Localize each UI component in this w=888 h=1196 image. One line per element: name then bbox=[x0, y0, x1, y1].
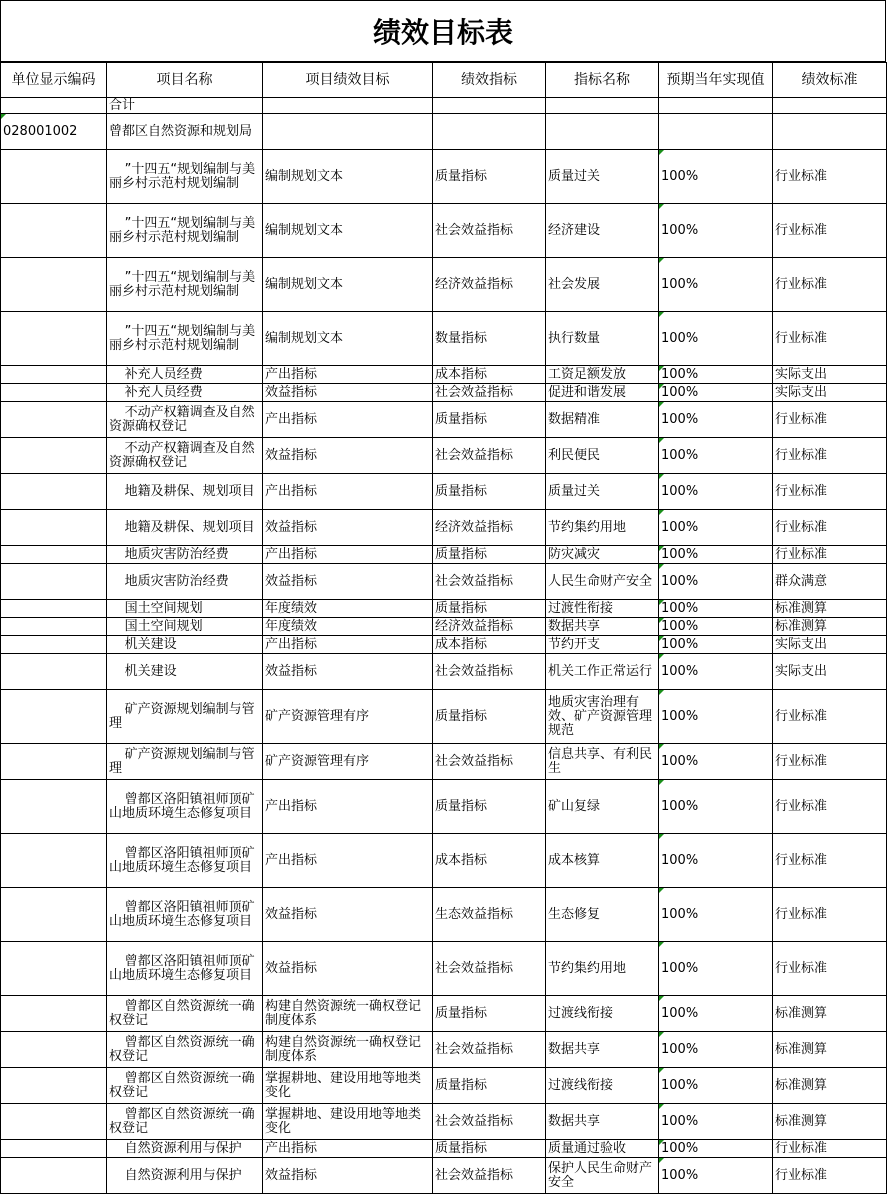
cell-project-goal: 掌握耕地、建设用地等地类变化 bbox=[263, 1104, 433, 1140]
cell-indicator-name: 生态修复 bbox=[546, 888, 659, 942]
table-row bbox=[1, 114, 887, 150]
cell-standard: 行业标准 bbox=[773, 690, 887, 744]
table-row bbox=[1, 564, 887, 600]
cell-indicator: 成本指标 bbox=[433, 834, 546, 888]
table-row bbox=[1, 546, 887, 564]
cell-project-name: 不动产权籍调查及自然资源确权登记 bbox=[107, 402, 263, 438]
cell-project-goal: 掌握耕地、建设用地等地类变化 bbox=[263, 1068, 433, 1104]
cell-project-goal: 构建自然资源统一确权登记制度体系 bbox=[263, 1032, 433, 1068]
header-project-goal: 项目绩效目标 bbox=[263, 63, 433, 98]
cell-project-goal bbox=[263, 114, 433, 150]
cell-expected-value: 100% bbox=[659, 258, 773, 312]
cell-indicator-name: 过渡性衔接 bbox=[546, 600, 659, 618]
cell-expected-value: 100% bbox=[659, 384, 773, 402]
header-unit-code: 单位显示编码 bbox=[1, 63, 107, 98]
cell-indicator-name bbox=[546, 98, 659, 114]
cell-indicator: 经济效益指标 bbox=[433, 510, 546, 546]
table-row bbox=[1, 888, 887, 942]
table-row bbox=[1, 618, 887, 636]
cell-project-goal: 年度绩效 bbox=[263, 600, 433, 618]
cell-standard: 行业标准 bbox=[773, 546, 887, 564]
cell-indicator: 质量指标 bbox=[433, 402, 546, 438]
header-standard: 绩效标准 bbox=[773, 63, 887, 98]
table-row bbox=[1, 1158, 887, 1194]
cell-unit-code bbox=[1, 1140, 107, 1158]
table-row bbox=[1, 510, 887, 546]
cell-indicator-name: 执行数量 bbox=[546, 312, 659, 366]
cell-standard: 行业标准 bbox=[773, 744, 887, 780]
cell-indicator: 成本指标 bbox=[433, 366, 546, 384]
cell-expected-value bbox=[659, 114, 773, 150]
cell-standard: 标准测算 bbox=[773, 1032, 887, 1068]
cell-indicator-name: 促进和谐发展 bbox=[546, 384, 659, 402]
cell-expected-value: 100% bbox=[659, 510, 773, 546]
cell-indicator-name: 人民生命财产安全 bbox=[546, 564, 659, 600]
cell-standard: 标准测算 bbox=[773, 600, 887, 618]
table-row bbox=[1, 98, 887, 114]
cell-expected-value: 100% bbox=[659, 150, 773, 204]
table-row bbox=[1, 636, 887, 654]
cell-indicator: 社会效益指标 bbox=[433, 654, 546, 690]
cell-indicator-name: 工资足额发放 bbox=[546, 366, 659, 384]
cell-project-goal: 产出指标 bbox=[263, 780, 433, 834]
cell-indicator: 质量指标 bbox=[433, 1068, 546, 1104]
cell-expected-value: 100% bbox=[659, 1158, 773, 1194]
cell-indicator-name: 数据共享 bbox=[546, 618, 659, 636]
cell-project-goal: 效益指标 bbox=[263, 564, 433, 600]
cell-indicator: 质量指标 bbox=[433, 1140, 546, 1158]
cell-expected-value: 100% bbox=[659, 402, 773, 438]
cell-standard: 实际支出 bbox=[773, 636, 887, 654]
cell-expected-value: 100% bbox=[659, 834, 773, 888]
cell-project-name: 曾都区洛阳镇祖师顶矿山地质环境生态修复项目 bbox=[107, 888, 263, 942]
cell-project-name: ”十四五“规划编制与美丽乡村示范村规划编制 bbox=[107, 204, 263, 258]
cell-project-goal: 构建自然资源统一确权登记制度体系 bbox=[263, 996, 433, 1032]
table-row bbox=[1, 438, 887, 474]
cell-indicator: 质量指标 bbox=[433, 690, 546, 744]
table-row bbox=[1, 204, 887, 258]
cell-expected-value: 100% bbox=[659, 744, 773, 780]
cell-project-goal: 产出指标 bbox=[263, 636, 433, 654]
table-row bbox=[1, 312, 887, 366]
cell-expected-value: 100% bbox=[659, 312, 773, 366]
cell-project-name: ”十四五“规划编制与美丽乡村示范村规划编制 bbox=[107, 258, 263, 312]
cell-indicator-name: 质量过关 bbox=[546, 474, 659, 510]
cell-standard bbox=[773, 98, 887, 114]
cell-indicator: 社会效益指标 bbox=[433, 942, 546, 996]
cell-unit-code bbox=[1, 600, 107, 618]
table-row bbox=[1, 474, 887, 510]
cell-indicator: 质量指标 bbox=[433, 996, 546, 1032]
cell-project-name: 不动产权籍调查及自然资源确权登记 bbox=[107, 438, 263, 474]
cell-unit-code bbox=[1, 204, 107, 258]
cell-expected-value: 100% bbox=[659, 1032, 773, 1068]
cell-standard: 行业标准 bbox=[773, 942, 887, 996]
cell-expected-value: 100% bbox=[659, 690, 773, 744]
cell-project-name: 地籍及耕保、规划项目 bbox=[107, 474, 263, 510]
cell-unit-code bbox=[1, 888, 107, 942]
cell-project-goal: 效益指标 bbox=[263, 654, 433, 690]
cell-project-name: 地质灾害防治经费 bbox=[107, 546, 263, 564]
table-row bbox=[1, 942, 887, 996]
cell-unit-code: 028001002 bbox=[1, 114, 107, 150]
cell-indicator bbox=[433, 114, 546, 150]
cell-expected-value: 100% bbox=[659, 600, 773, 618]
cell-project-goal: 产出指标 bbox=[263, 1140, 433, 1158]
cell-unit-code bbox=[1, 780, 107, 834]
cell-project-goal bbox=[263, 98, 433, 114]
cell-unit-code bbox=[1, 636, 107, 654]
cell-project-goal: 效益指标 bbox=[263, 942, 433, 996]
cell-standard: 行业标准 bbox=[773, 888, 887, 942]
cell-indicator: 质量指标 bbox=[433, 150, 546, 204]
cell-standard: 实际支出 bbox=[773, 366, 887, 384]
cell-project-name: 曾都区自然资源统一确权登记 bbox=[107, 1068, 263, 1104]
cell-expected-value: 100% bbox=[659, 546, 773, 564]
cell-standard: 行业标准 bbox=[773, 510, 887, 546]
cell-indicator-name: 社会发展 bbox=[546, 258, 659, 312]
cell-unit-code bbox=[1, 510, 107, 546]
cell-expected-value: 100% bbox=[659, 1104, 773, 1140]
cell-project-name: 自然资源利用与保护 bbox=[107, 1140, 263, 1158]
cell-expected-value: 100% bbox=[659, 1140, 773, 1158]
cell-standard: 行业标准 bbox=[773, 258, 887, 312]
cell-standard: 实际支出 bbox=[773, 654, 887, 690]
cell-project-goal: 编制规划文本 bbox=[263, 150, 433, 204]
cell-unit-code bbox=[1, 564, 107, 600]
cell-project-name: 曾都区自然资源和规划局 bbox=[107, 114, 263, 150]
cell-expected-value: 100% bbox=[659, 474, 773, 510]
cell-indicator-name: 节约集约用地 bbox=[546, 942, 659, 996]
cell-project-name: 曾都区自然资源统一确权登记 bbox=[107, 1032, 263, 1068]
cell-project-name: 合计 bbox=[107, 98, 263, 114]
cell-project-goal: 效益指标 bbox=[263, 888, 433, 942]
cell-standard: 标准测算 bbox=[773, 618, 887, 636]
cell-indicator: 生态效益指标 bbox=[433, 888, 546, 942]
cell-expected-value: 100% bbox=[659, 780, 773, 834]
cell-project-name: 自然资源利用与保护 bbox=[107, 1158, 263, 1194]
cell-unit-code bbox=[1, 402, 107, 438]
cell-indicator: 数量指标 bbox=[433, 312, 546, 366]
cell-indicator: 社会效益指标 bbox=[433, 744, 546, 780]
cell-indicator bbox=[433, 98, 546, 114]
cell-expected-value: 100% bbox=[659, 564, 773, 600]
table-row bbox=[1, 402, 887, 438]
cell-expected-value: 100% bbox=[659, 636, 773, 654]
cell-project-name: 曾都区洛阳镇祖师顶矿山地质环境生态修复项目 bbox=[107, 834, 263, 888]
cell-unit-code bbox=[1, 618, 107, 636]
cell-indicator-name: 数据共享 bbox=[546, 1032, 659, 1068]
cell-indicator: 成本指标 bbox=[433, 636, 546, 654]
table-row bbox=[1, 834, 887, 888]
cell-project-name: 曾都区洛阳镇祖师顶矿山地质环境生态修复项目 bbox=[107, 942, 263, 996]
table-row bbox=[1, 996, 887, 1032]
cell-standard: 行业标准 bbox=[773, 438, 887, 474]
cell-project-name: 国土空间规划 bbox=[107, 600, 263, 618]
cell-unit-code bbox=[1, 834, 107, 888]
cell-standard: 标准测算 bbox=[773, 996, 887, 1032]
cell-project-name: 补充人员经费 bbox=[107, 384, 263, 402]
cell-project-goal: 编制规划文本 bbox=[263, 258, 433, 312]
cell-standard bbox=[773, 114, 887, 150]
cell-expected-value: 100% bbox=[659, 654, 773, 690]
cell-unit-code bbox=[1, 1068, 107, 1104]
cell-unit-code bbox=[1, 384, 107, 402]
cell-project-goal: 产出指标 bbox=[263, 366, 433, 384]
cell-project-name: 矿产资源规划编制与管理 bbox=[107, 690, 263, 744]
cell-expected-value: 100% bbox=[659, 204, 773, 258]
cell-standard: 标准测算 bbox=[773, 1104, 887, 1140]
cell-unit-code bbox=[1, 366, 107, 384]
cell-indicator: 社会效益指标 bbox=[433, 384, 546, 402]
cell-project-name: 曾都区自然资源统一确权登记 bbox=[107, 1104, 263, 1140]
cell-project-goal: 矿产资源管理有序 bbox=[263, 690, 433, 744]
cell-unit-code bbox=[1, 150, 107, 204]
table-row bbox=[1, 744, 887, 780]
header-expected-value: 预期当年实现值 bbox=[659, 63, 773, 98]
cell-standard: 行业标准 bbox=[773, 150, 887, 204]
cell-unit-code bbox=[1, 690, 107, 744]
cell-unit-code bbox=[1, 654, 107, 690]
table-row bbox=[1, 654, 887, 690]
cell-unit-code bbox=[1, 942, 107, 996]
cell-indicator: 社会效益指标 bbox=[433, 204, 546, 258]
cell-indicator: 质量指标 bbox=[433, 600, 546, 618]
cell-project-goal: 效益指标 bbox=[263, 384, 433, 402]
table-row bbox=[1, 600, 887, 618]
cell-project-name: ”十四五“规划编制与美丽乡村示范村规划编制 bbox=[107, 312, 263, 366]
cell-standard: 行业标准 bbox=[773, 474, 887, 510]
cell-expected-value: 100% bbox=[659, 1068, 773, 1104]
cell-standard: 行业标准 bbox=[773, 402, 887, 438]
cell-standard: 行业标准 bbox=[773, 1140, 887, 1158]
cell-indicator-name: 节约开支 bbox=[546, 636, 659, 654]
header-indicator-name: 指标名称 bbox=[546, 63, 659, 98]
cell-indicator: 社会效益指标 bbox=[433, 1032, 546, 1068]
cell-indicator: 质量指标 bbox=[433, 546, 546, 564]
cell-unit-code bbox=[1, 312, 107, 366]
cell-indicator-name: 矿山复绿 bbox=[546, 780, 659, 834]
cell-indicator: 经济效益指标 bbox=[433, 618, 546, 636]
cell-project-goal: 效益指标 bbox=[263, 1158, 433, 1194]
cell-standard: 实际支出 bbox=[773, 384, 887, 402]
table-row bbox=[1, 1140, 887, 1158]
cell-unit-code bbox=[1, 98, 107, 114]
cell-indicator-name: 数据精准 bbox=[546, 402, 659, 438]
cell-project-goal: 产出指标 bbox=[263, 402, 433, 438]
cell-project-goal: 编制规划文本 bbox=[263, 312, 433, 366]
cell-indicator: 质量指标 bbox=[433, 780, 546, 834]
cell-project-name: 机关建设 bbox=[107, 636, 263, 654]
cell-unit-code bbox=[1, 996, 107, 1032]
cell-indicator-name bbox=[546, 114, 659, 150]
table-row bbox=[1, 258, 887, 312]
table-row bbox=[1, 1068, 887, 1104]
cell-indicator-name: 过渡线衔接 bbox=[546, 996, 659, 1032]
cell-unit-code bbox=[1, 1104, 107, 1140]
cell-project-goal: 效益指标 bbox=[263, 438, 433, 474]
cell-indicator: 社会效益指标 bbox=[433, 438, 546, 474]
cell-project-goal: 效益指标 bbox=[263, 510, 433, 546]
header-project-name: 项目名称 bbox=[107, 63, 263, 98]
cell-project-name: 矿产资源规划编制与管理 bbox=[107, 744, 263, 780]
cell-expected-value: 100% bbox=[659, 438, 773, 474]
cell-standard: 群众满意 bbox=[773, 564, 887, 600]
cell-indicator-name: 过渡线衔接 bbox=[546, 1068, 659, 1104]
cell-indicator-name: 地质灾害治理有效、矿产资源管理规范 bbox=[546, 690, 659, 744]
cell-indicator-name: 成本核算 bbox=[546, 834, 659, 888]
cell-expected-value: 100% bbox=[659, 366, 773, 384]
cell-standard: 标准测算 bbox=[773, 1068, 887, 1104]
table-row bbox=[1, 1032, 887, 1068]
cell-unit-code bbox=[1, 258, 107, 312]
cell-indicator: 社会效益指标 bbox=[433, 1104, 546, 1140]
header-row bbox=[1, 63, 887, 98]
cell-project-name: 地质灾害防治经费 bbox=[107, 564, 263, 600]
cell-indicator-name: 信息共享、有利民生 bbox=[546, 744, 659, 780]
cell-unit-code bbox=[1, 744, 107, 780]
cell-project-name: 地籍及耕保、规划项目 bbox=[107, 510, 263, 546]
table-row bbox=[1, 384, 887, 402]
header-indicator: 绩效指标 bbox=[433, 63, 546, 98]
cell-project-goal: 产出指标 bbox=[263, 474, 433, 510]
cell-project-name: ”十四五“规划编制与美丽乡村示范村规划编制 bbox=[107, 150, 263, 204]
cell-expected-value: 100% bbox=[659, 942, 773, 996]
cell-project-goal: 编制规划文本 bbox=[263, 204, 433, 258]
cell-project-name: 曾都区自然资源统一确权登记 bbox=[107, 996, 263, 1032]
cell-indicator: 社会效益指标 bbox=[433, 564, 546, 600]
cell-indicator: 社会效益指标 bbox=[433, 1158, 546, 1194]
table-row bbox=[1, 1104, 887, 1140]
cell-indicator: 经济效益指标 bbox=[433, 258, 546, 312]
cell-unit-code bbox=[1, 1032, 107, 1068]
cell-project-name: 国土空间规划 bbox=[107, 618, 263, 636]
cell-indicator-name: 节约集约用地 bbox=[546, 510, 659, 546]
cell-project-goal: 年度绩效 bbox=[263, 618, 433, 636]
cell-project-name: 补充人员经费 bbox=[107, 366, 263, 384]
table-row bbox=[1, 366, 887, 384]
cell-project-goal: 产出指标 bbox=[263, 546, 433, 564]
cell-expected-value: 100% bbox=[659, 996, 773, 1032]
table-row bbox=[1, 780, 887, 834]
cell-project-name: 曾都区洛阳镇祖师顶矿山地质环境生态修复项目 bbox=[107, 780, 263, 834]
cell-indicator: 质量指标 bbox=[433, 474, 546, 510]
cell-indicator-name: 质量通过验收 bbox=[546, 1140, 659, 1158]
cell-indicator-name: 机关工作正常运行 bbox=[546, 654, 659, 690]
table-row bbox=[1, 150, 887, 204]
cell-standard: 行业标准 bbox=[773, 834, 887, 888]
cell-indicator-name: 质量过关 bbox=[546, 150, 659, 204]
cell-standard: 行业标准 bbox=[773, 204, 887, 258]
cell-project-goal: 产出指标 bbox=[263, 834, 433, 888]
page-title: 绩效目标表 bbox=[0, 0, 886, 62]
cell-expected-value bbox=[659, 98, 773, 114]
cell-unit-code bbox=[1, 546, 107, 564]
cell-standard: 行业标准 bbox=[773, 1158, 887, 1194]
cell-indicator-name: 经济建设 bbox=[546, 204, 659, 258]
cell-unit-code bbox=[1, 474, 107, 510]
cell-expected-value: 100% bbox=[659, 618, 773, 636]
table-row bbox=[1, 690, 887, 744]
cell-indicator-name: 保护人民生命财产安全 bbox=[546, 1158, 659, 1194]
cell-project-name: 机关建设 bbox=[107, 654, 263, 690]
cell-standard: 行业标准 bbox=[773, 780, 887, 834]
cell-project-goal: 矿产资源管理有序 bbox=[263, 744, 433, 780]
cell-unit-code bbox=[1, 1158, 107, 1194]
cell-indicator-name: 利民便民 bbox=[546, 438, 659, 474]
performance-goal-table bbox=[0, 62, 887, 1194]
cell-expected-value: 100% bbox=[659, 888, 773, 942]
cell-unit-code bbox=[1, 438, 107, 474]
cell-indicator-name: 数据共享 bbox=[546, 1104, 659, 1140]
cell-indicator-name: 防灾减灾 bbox=[546, 546, 659, 564]
cell-standard: 行业标准 bbox=[773, 312, 887, 366]
